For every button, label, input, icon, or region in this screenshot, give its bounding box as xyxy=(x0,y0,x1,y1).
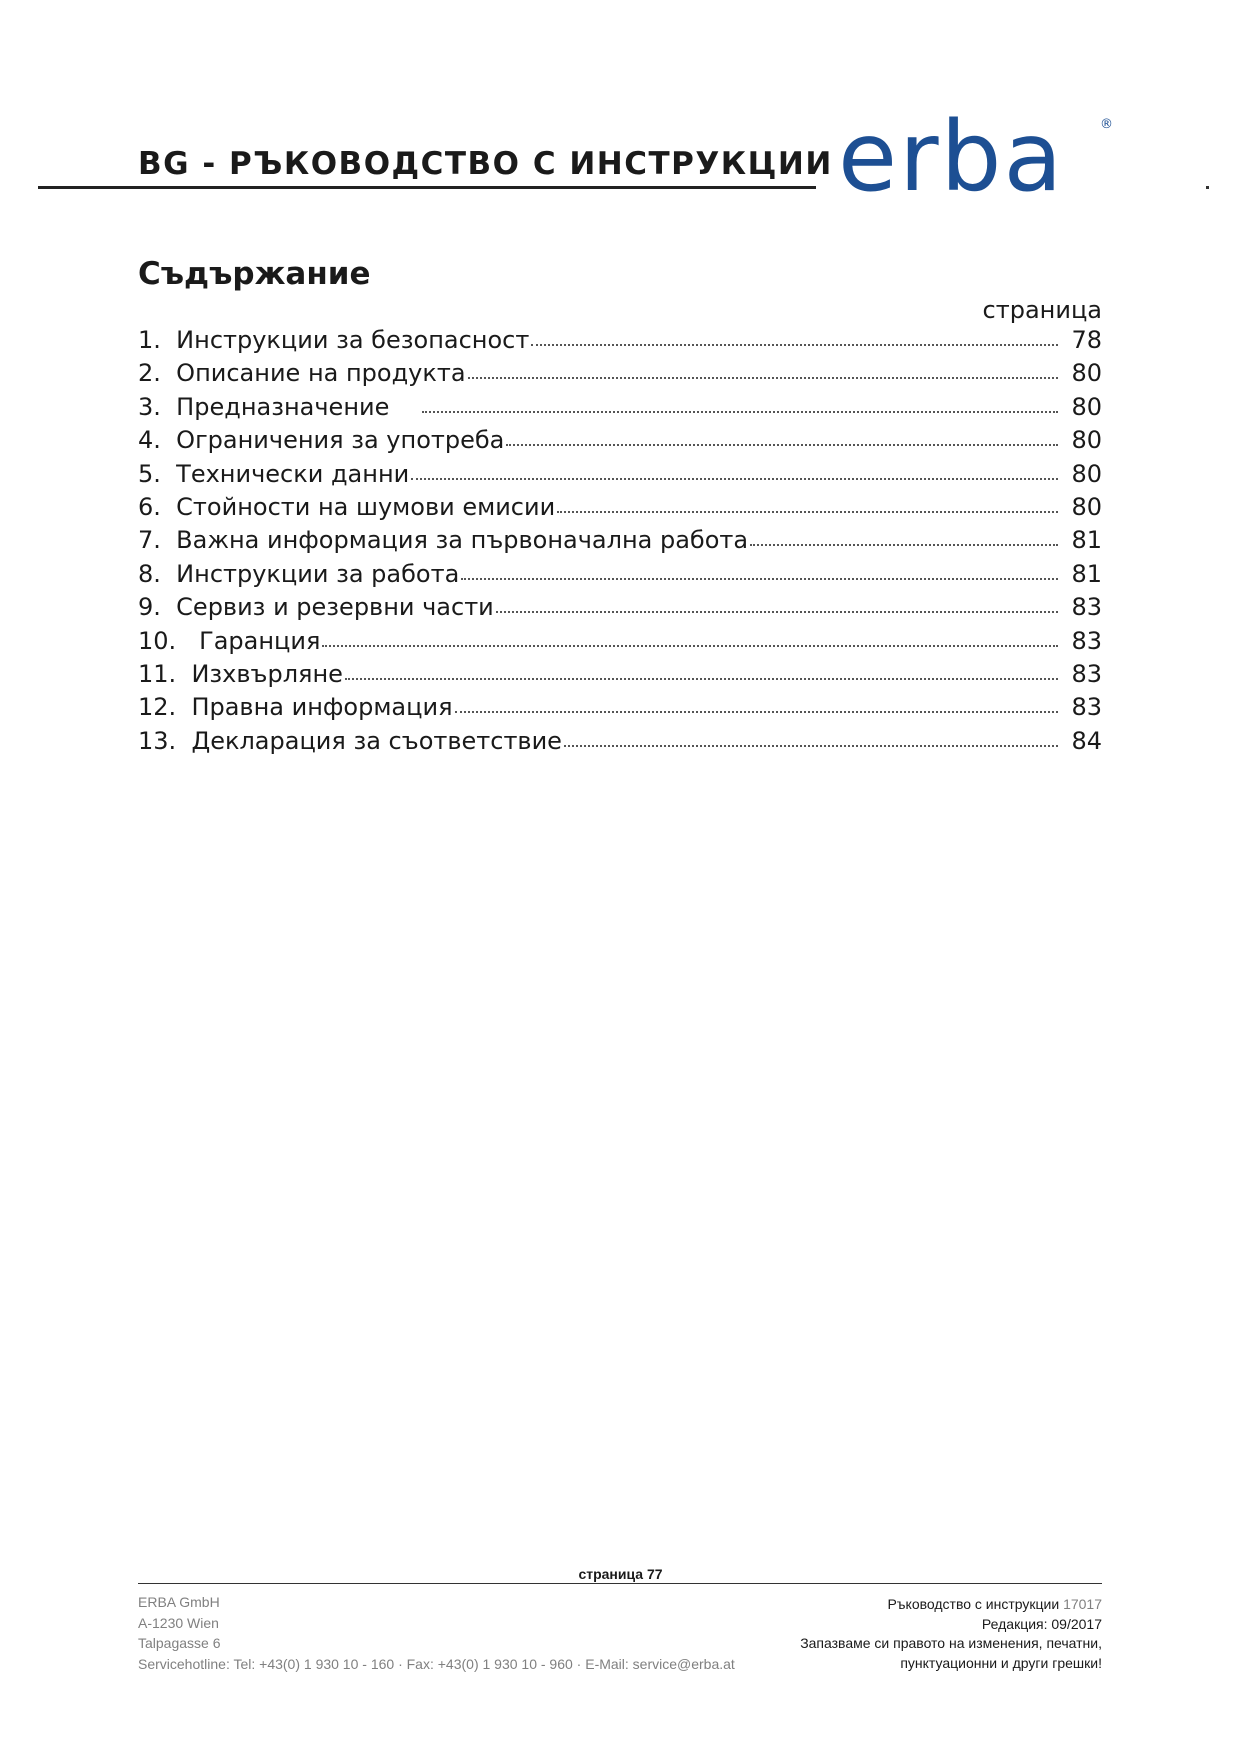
toc-entry-label: Изхвърляне xyxy=(191,659,343,688)
toc-entry-label: Сервиз и резервни части xyxy=(176,593,494,622)
toc-entry-number: 12. xyxy=(138,693,177,722)
dot-leader xyxy=(468,377,1058,379)
toc-entry-label: Гаранция xyxy=(199,626,321,655)
toc-entry[interactable] xyxy=(138,693,1102,726)
toc-entry-number: 11. xyxy=(138,659,177,688)
company-street: Talpagasse 6 xyxy=(138,1635,221,1651)
toc-entry-page: 80 xyxy=(1071,459,1102,488)
toc-entry-page: 81 xyxy=(1071,559,1102,588)
erba-logo xyxy=(838,112,1118,196)
page-column-label: страница xyxy=(982,296,1102,324)
toc-entry-page: 83 xyxy=(1071,659,1102,688)
toc-entry-page: 80 xyxy=(1071,426,1102,455)
toc-entry[interactable] xyxy=(138,627,1102,660)
dot-leader xyxy=(564,745,1058,747)
toc-entry-page: 78 xyxy=(1071,326,1102,354)
scan-speck xyxy=(1206,186,1209,189)
dot-leader xyxy=(531,344,1058,346)
dot-leader xyxy=(506,444,1058,446)
toc-entry-number: 10. xyxy=(138,626,177,655)
toc-entry-page: 83 xyxy=(1071,593,1102,622)
manual-label: Ръководство с инструкции xyxy=(887,1596,1060,1612)
dot-leader xyxy=(322,645,1058,647)
toc-entry[interactable] xyxy=(138,560,1102,593)
toc-entry-number: 9. xyxy=(138,593,161,622)
toc-entry-number: 7. xyxy=(138,526,161,555)
toc-entry-label: Декларация за съответствие xyxy=(191,726,562,755)
toc-entry-label: Инструкции за безопасност xyxy=(176,326,530,354)
company-city: A-1230 Wien xyxy=(138,1614,219,1631)
toc-entry-number: 3. xyxy=(138,392,161,421)
toc-entry[interactable] xyxy=(138,460,1102,493)
toc-entry[interactable] xyxy=(138,359,1102,392)
toc-entry[interactable] xyxy=(138,727,1102,760)
toc-entry-page: 80 xyxy=(1071,392,1102,421)
toc-entry-label: Технически данни xyxy=(176,459,410,488)
toc-entry[interactable] xyxy=(138,426,1102,459)
disclaimer-line-2: пунктуационни и други грешки! xyxy=(900,1654,1102,1671)
toc-entry[interactable] xyxy=(138,526,1102,559)
toc-entry[interactable] xyxy=(138,326,1102,359)
dot-leader xyxy=(422,411,1058,413)
dot-leader xyxy=(455,711,1058,713)
toc-heading: Съдържание xyxy=(138,256,371,292)
toc-entry-number: 2. xyxy=(138,359,161,388)
company-name: ERBA GmbH xyxy=(138,1594,220,1610)
toc-entry-label: Инструкции за работа xyxy=(176,559,460,588)
toc-entry-label: Стойности на шумови емисии xyxy=(176,492,556,521)
footer-rule xyxy=(138,1583,1102,1584)
registered-mark: ® xyxy=(1100,117,1113,132)
toc-entry-page: 81 xyxy=(1071,526,1102,555)
toc-entry-label: Правна информация xyxy=(191,693,453,722)
table-of-contents xyxy=(138,326,1102,760)
toc-entry-number: 8. xyxy=(138,559,161,588)
page-number: страница 77 xyxy=(578,1566,663,1582)
dot-leader xyxy=(345,678,1058,680)
dot-leader xyxy=(750,544,1058,546)
toc-entry[interactable] xyxy=(138,593,1102,626)
toc-entry[interactable] xyxy=(138,393,1102,426)
toc-entry-number: 5. xyxy=(138,459,161,488)
toc-entry-label: Ограничения за употреба xyxy=(176,426,505,455)
dot-leader xyxy=(461,578,1058,580)
toc-entry-label: Предназначение xyxy=(176,392,390,421)
manual-edition: Редакция: 09/2017 xyxy=(981,1615,1102,1632)
logo-wordmark: erba xyxy=(838,112,1065,196)
toc-entry-page: 80 xyxy=(1071,359,1102,388)
manual-number: 17017 xyxy=(1063,1596,1102,1612)
header-rule xyxy=(38,186,816,189)
toc-entry-label: Описание на продукта xyxy=(176,359,466,388)
document-title: BG - РЪКОВОДСТВО С ИНСТРУКЦИИ xyxy=(138,146,833,182)
dot-leader xyxy=(496,611,1058,613)
toc-entry-number: 6. xyxy=(138,492,161,521)
dot-leader xyxy=(557,511,1058,513)
toc-entry[interactable] xyxy=(138,493,1102,526)
toc-entry-page: 83 xyxy=(1071,626,1102,655)
toc-entry[interactable] xyxy=(138,660,1102,693)
toc-entry-page: 80 xyxy=(1071,492,1102,521)
footer-company-block xyxy=(138,1592,735,1674)
toc-entry-label: Важна информация за първоначална работа xyxy=(176,526,749,555)
footer-manual-block xyxy=(800,1595,1102,1673)
toc-entry-number: 13. xyxy=(138,726,177,755)
toc-entry-page: 83 xyxy=(1071,693,1102,722)
disclaimer-line-1: Запазваме си правото на изменения, печатни, xyxy=(800,1635,1102,1651)
toc-entry-number: 4. xyxy=(138,426,161,455)
company-contact: Servicehotline: Tel: +43(0) 1 930 10 - 160 · Fax: +43(0) 1 930 10 - 960 · E-Mail: service@erba.at xyxy=(138,1655,735,1672)
toc-entry-number: 1. xyxy=(138,326,161,354)
dot-leader xyxy=(411,478,1058,480)
toc-entry-page: 84 xyxy=(1071,726,1102,755)
